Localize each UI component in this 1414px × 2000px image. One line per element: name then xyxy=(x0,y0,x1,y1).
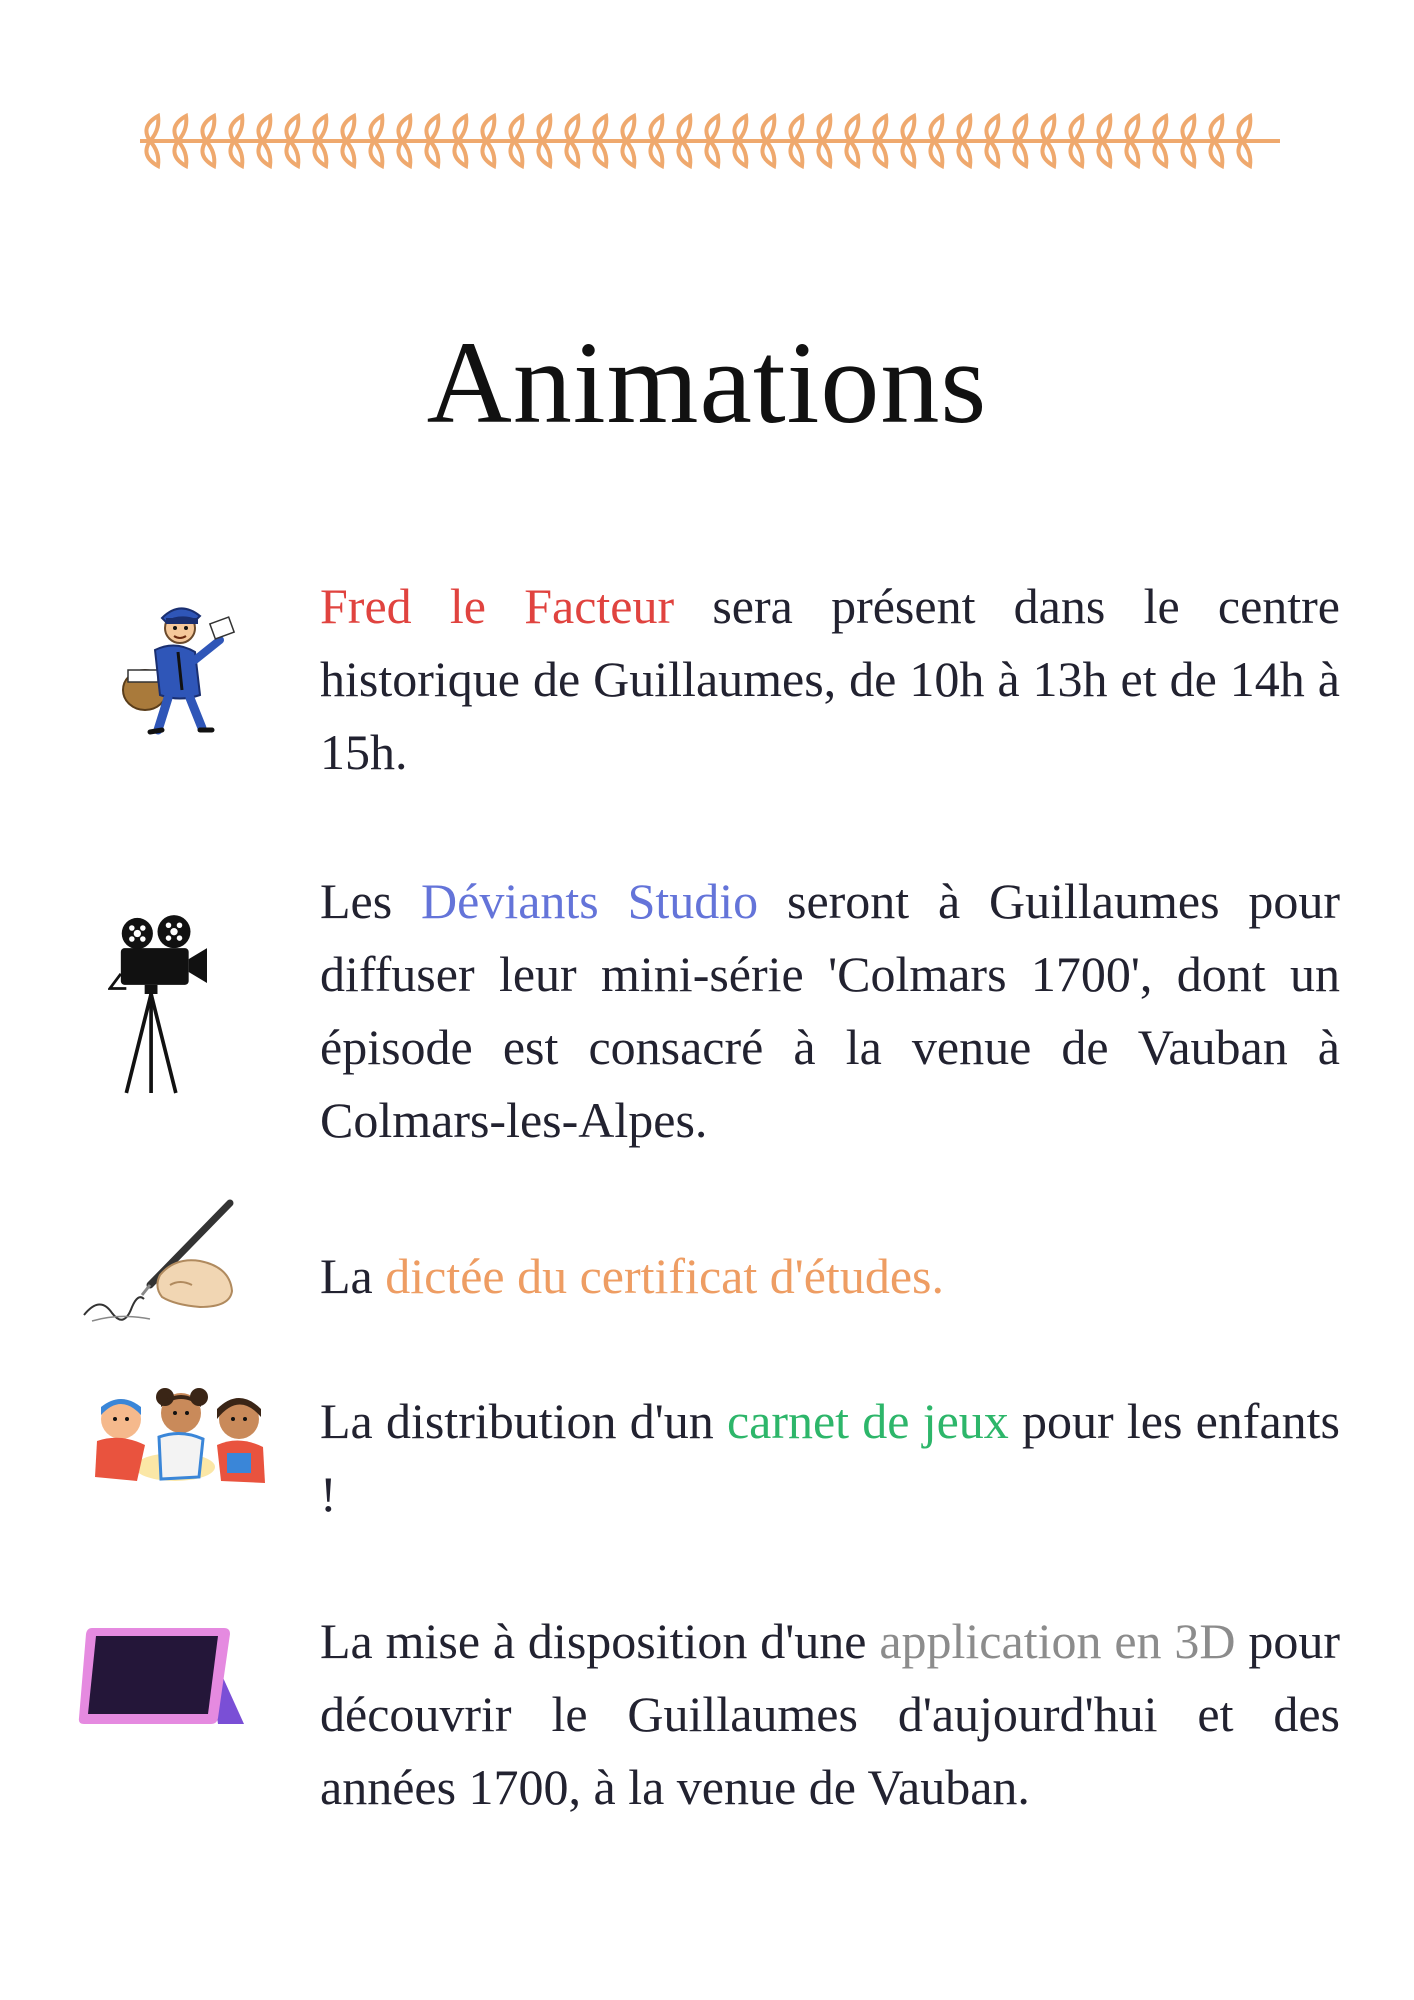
laurel-leaf xyxy=(930,116,942,141)
laurel-leaf xyxy=(594,116,606,141)
laurel-leaf xyxy=(482,141,494,166)
postman-icon xyxy=(100,590,240,740)
laurel-leaf xyxy=(986,141,998,166)
animation-text-app xyxy=(320,1605,1340,1824)
laurel-leaf xyxy=(1210,116,1222,141)
laurel-leaf xyxy=(1042,141,1054,166)
animation-text-postman xyxy=(320,570,1340,789)
laurel-leaf xyxy=(202,116,214,141)
children-playing-icon xyxy=(75,1385,275,1495)
text-segment-orange: dictée du certificat d'études. xyxy=(385,1248,944,1304)
laurel-leaf xyxy=(1238,141,1250,166)
text-segment-text: sera présent dans le centre historique de Guillaumes, de 10h à 13h et de 14h à 15h. xyxy=(320,578,1340,780)
laurel-leaf xyxy=(342,116,354,141)
text-segment-text: pour les enfants ! xyxy=(320,1393,1340,1522)
laurel-leaf xyxy=(1182,116,1194,141)
laurel-leaf xyxy=(314,116,326,141)
laurel-leaf xyxy=(174,141,186,166)
laurel-leaf xyxy=(734,116,746,141)
tablet-icon xyxy=(78,1620,248,1730)
text-segment-green: carnet de jeux xyxy=(726,1393,1009,1449)
laurel-leaf xyxy=(510,116,522,141)
laurel-leaf xyxy=(790,116,802,141)
laurel-leaf xyxy=(818,116,830,141)
laurel-leaf xyxy=(370,116,382,141)
laurel-leaf xyxy=(790,141,802,166)
laurel-leaf xyxy=(1182,141,1194,166)
animation-text-dictation xyxy=(320,1240,1340,1313)
laurel-leaf xyxy=(678,141,690,166)
text-segment-text: La xyxy=(320,1248,386,1304)
text-segment-red: Fred le Facteur xyxy=(320,578,675,634)
laurel-leaf xyxy=(902,141,914,166)
laurel-leaf xyxy=(706,116,718,141)
laurel-leaf xyxy=(202,141,214,166)
text-segment-grey: application en 3D xyxy=(879,1613,1236,1669)
laurel-leaf xyxy=(650,141,662,166)
laurel-leaf xyxy=(286,116,298,141)
laurel-leaf xyxy=(706,141,718,166)
laurel-leaf xyxy=(1098,116,1110,141)
laurel-leaf xyxy=(818,141,830,166)
text-segment-text: La mise à disposition d'une xyxy=(320,1613,880,1669)
laurel-leaf xyxy=(538,141,550,166)
laurel-leaf xyxy=(258,116,270,141)
text-segment-text: pour découvrir le Guillaumes d'aujourd'hui et des années 1700, à la venue de Vauban. xyxy=(320,1613,1340,1815)
text-segment-text: Les xyxy=(320,873,422,929)
laurel-leaf xyxy=(370,141,382,166)
laurel-leaf xyxy=(566,116,578,141)
laurel-leaf xyxy=(622,141,634,166)
laurel-leaf xyxy=(230,116,242,141)
laurel-leaf xyxy=(650,116,662,141)
laurel-leaf xyxy=(930,141,942,166)
laurel-leaf xyxy=(762,141,774,166)
laurel-leaf xyxy=(426,116,438,141)
laurel-leaf xyxy=(846,116,858,141)
laurel-leaf xyxy=(146,141,158,166)
laurel-leaf xyxy=(958,141,970,166)
laurel-branch-divider xyxy=(140,108,1280,178)
laurel-leaf xyxy=(678,116,690,141)
laurel-leaf xyxy=(174,116,186,141)
laurel-leaf xyxy=(986,116,998,141)
laurel-leaf xyxy=(1014,116,1026,141)
laurel-leaf xyxy=(874,116,886,141)
laurel-leaf xyxy=(1014,141,1026,166)
laurel-leaf xyxy=(1154,116,1166,141)
laurel-leaf xyxy=(146,116,158,141)
laurel-leaf xyxy=(398,141,410,166)
laurel-leaf xyxy=(454,116,466,141)
laurel-leaf xyxy=(454,141,466,166)
text-segment-text: seront à Guillaumes pour diffuser leur mini-série 'Colmars 1700', dont un épisode est consacré à la venue de Vauban à Colmars-les-Alpes. xyxy=(320,873,1340,1148)
laurel-leaf xyxy=(1126,116,1138,141)
laurel-leaf xyxy=(902,116,914,141)
text-segment-blue: Déviants Studio xyxy=(421,873,759,929)
laurel-leaf xyxy=(230,141,242,166)
laurel-leaf xyxy=(1098,141,1110,166)
laurel-leaf xyxy=(510,141,522,166)
animation-text-games xyxy=(320,1385,1340,1531)
laurel-leaf xyxy=(1126,141,1138,166)
laurel-leaf xyxy=(846,141,858,166)
laurel-leaf xyxy=(762,116,774,141)
laurel-leaf xyxy=(314,141,326,166)
laurel-leaf xyxy=(622,116,634,141)
film-camera-icon xyxy=(108,905,218,1105)
laurel-leaf xyxy=(258,141,270,166)
laurel-leaf xyxy=(1070,116,1082,141)
laurel-leaf xyxy=(1070,141,1082,166)
text-segment-text: La distribution d'un xyxy=(320,1393,727,1449)
laurel-leaf xyxy=(1238,116,1250,141)
laurel-leaf xyxy=(958,116,970,141)
laurel-leaf xyxy=(398,116,410,141)
laurel-leaf xyxy=(594,141,606,166)
laurel-leaf xyxy=(286,141,298,166)
laurel-leaf xyxy=(1154,141,1166,166)
laurel-leaf xyxy=(734,141,746,166)
laurel-leaf xyxy=(1210,141,1222,166)
laurel-leaf xyxy=(874,141,886,166)
animation-text-film xyxy=(320,865,1340,1157)
laurel-leaf xyxy=(342,141,354,166)
writing-hand-icon xyxy=(80,1195,240,1335)
page-title: Animations xyxy=(426,317,988,448)
laurel-leaf xyxy=(482,116,494,141)
laurel-leaf xyxy=(426,141,438,166)
laurel-leaf xyxy=(566,141,578,166)
laurel-leaf xyxy=(538,116,550,141)
laurel-leaf xyxy=(1042,116,1054,141)
